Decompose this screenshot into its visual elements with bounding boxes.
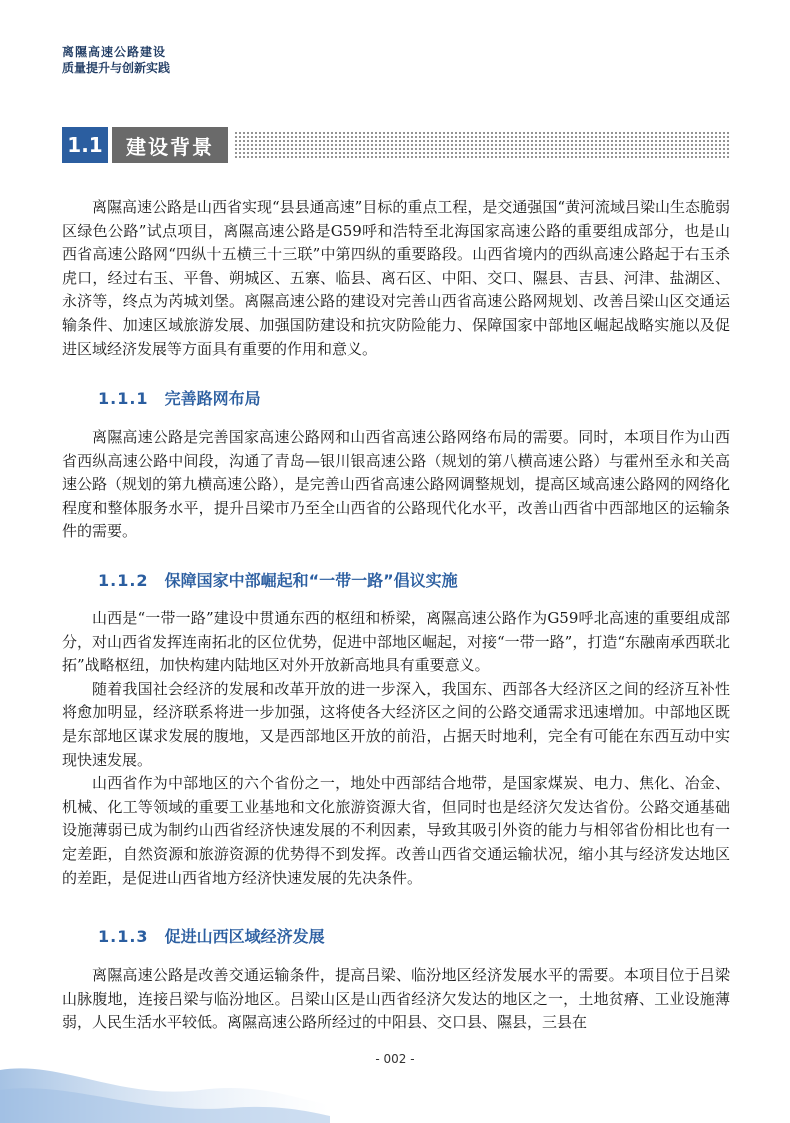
section-dot-pattern (234, 131, 730, 159)
paragraph: 离隰高速公路是完善国家高速公路网和山西省高速公路网络布局的需要。同时，本项目作为山西省西纵高速公路中间段，沟通了青岛—银川银高速公路（规划的第八横高速公路）与霍州至永和关高速公路（规划的第九横高速公路），是完善山西省高速公路网调整规划，提高区域高速公路网的网络化程度和整体服务水平，提升吕梁市乃至全山西省的公路现代化水平，改善山西省中西部地区的运输条件的需要。 (62, 428, 730, 541)
subsection-heading-2 (98, 568, 458, 591)
section-number: 1.1 (62, 127, 108, 163)
paragraph: 随着我国社会经济的发展和改革开放的进一步深入，我国东、西部各大经济区之间的经济互补性将愈加明显，经济联系将进一步加强，这将使各大经济区之间的公路交通需求迅速增加。中部地区既是东部地区谋求发展的腹地，又是西部地区开放的前沿，占据天时地利，完全有可能在东西互动中实现快速发展。 (62, 679, 730, 769)
intro-paragraph: 离隰高速公路是山西省实现“县县通高速”目标的重点工程，是交通强国“黄河流域吕梁山生态脆弱区绿色公路”试点项目，离隰高速公路是G59呼和浩特至北海国家高速公路的重要组成部分，也是山西省高速公路网“四纵十五横三十三联”中第四纵的重要路段。山西省境内的西纵高速公路起于右玉杀虎口，经过右玉、平鲁、朔城区、五寨、临县、离石区、中阳、交口、隰县、吉县、河津、盐湖区、永济等，终点为芮城刘堡。离隰高速公路的建设对完善山西省高速公路网规划、改善吕梁山区交通运输条件、加速区域旅游发展、加强国防建设和抗灾防险能力、保障国家中部地区崛起战略实施以及促进区域经济发展等方面具有重要的作用和意义。 (62, 198, 731, 358)
paragraph: 山西省作为中部地区的六个省份之一，地处中西部结合地带，是国家煤炭、电力、焦化、冶金、机械、化工等领域的重要工业基地和文化旅游资源大省，但同时也是经济欠发达省份。公路交通基础设施薄弱已成为制约山西省经济快速发展的不利因素，导致其吸引外资的能力与相邻省份相比也有一定差距，自然资源和旅游资源的优势得不到发挥。改善山西省交通运输状况，缩小其与经济发达地区的差距，是促进山西省地方经济快速发展的先决条件。 (62, 774, 730, 887)
section-title: 建设背景 (112, 127, 228, 163)
decorative-wave-graphic (0, 1030, 330, 1123)
subsection-title: 保障国家中部崛起和“一带一路”倡议实施 (164, 571, 458, 590)
subsection-body-1 (62, 426, 730, 544)
paragraph: 山西是“一带一路”建设中贯通东西的枢纽和桥梁，离隰高速公路作为G59呼北高速的重要组成部分，对山西省发挥连南拓北的区位优势，促进中部地区崛起，对接“一带一路”，打造“东融南承西联北拓”战略枢纽，加快构建内陆地区对外开放新高地具有重要意义。 (62, 609, 731, 675)
subsection-number: 1.1.2 (98, 571, 149, 590)
subsection-body-2 (62, 607, 730, 890)
subsection-heading-1 (98, 386, 261, 409)
section-heading (62, 127, 730, 163)
subsection-heading-3 (98, 924, 325, 947)
subsection-title: 完善路网布局 (164, 389, 261, 408)
running-head (62, 44, 170, 76)
subsection-number: 1.1.1 (98, 389, 149, 408)
subsection-body-3 (62, 964, 730, 1035)
subsection-number: 1.1.3 (98, 927, 149, 946)
book-subtitle: 质量提升与创新实践 (62, 61, 171, 75)
subsection-title: 促进山西区域经济发展 (164, 927, 325, 946)
book-title: 离隰高速公路建设 (62, 45, 167, 59)
intro-block (62, 196, 730, 361)
page-number: - 002 - (375, 1052, 415, 1066)
paragraph: 离隰高速公路是改善交通运输条件，提高吕梁、临汾地区经济发展水平的需要。本项目位于吕梁山脉腹地，连接吕梁与临汾地区。吕梁山区是山西省经济欠发达的地区之一，土地贫瘠、工业设施薄弱，人民生活水平较低。离隰高速公路所经过的中阳县、交口县、隰县，三县在 (62, 966, 730, 1032)
